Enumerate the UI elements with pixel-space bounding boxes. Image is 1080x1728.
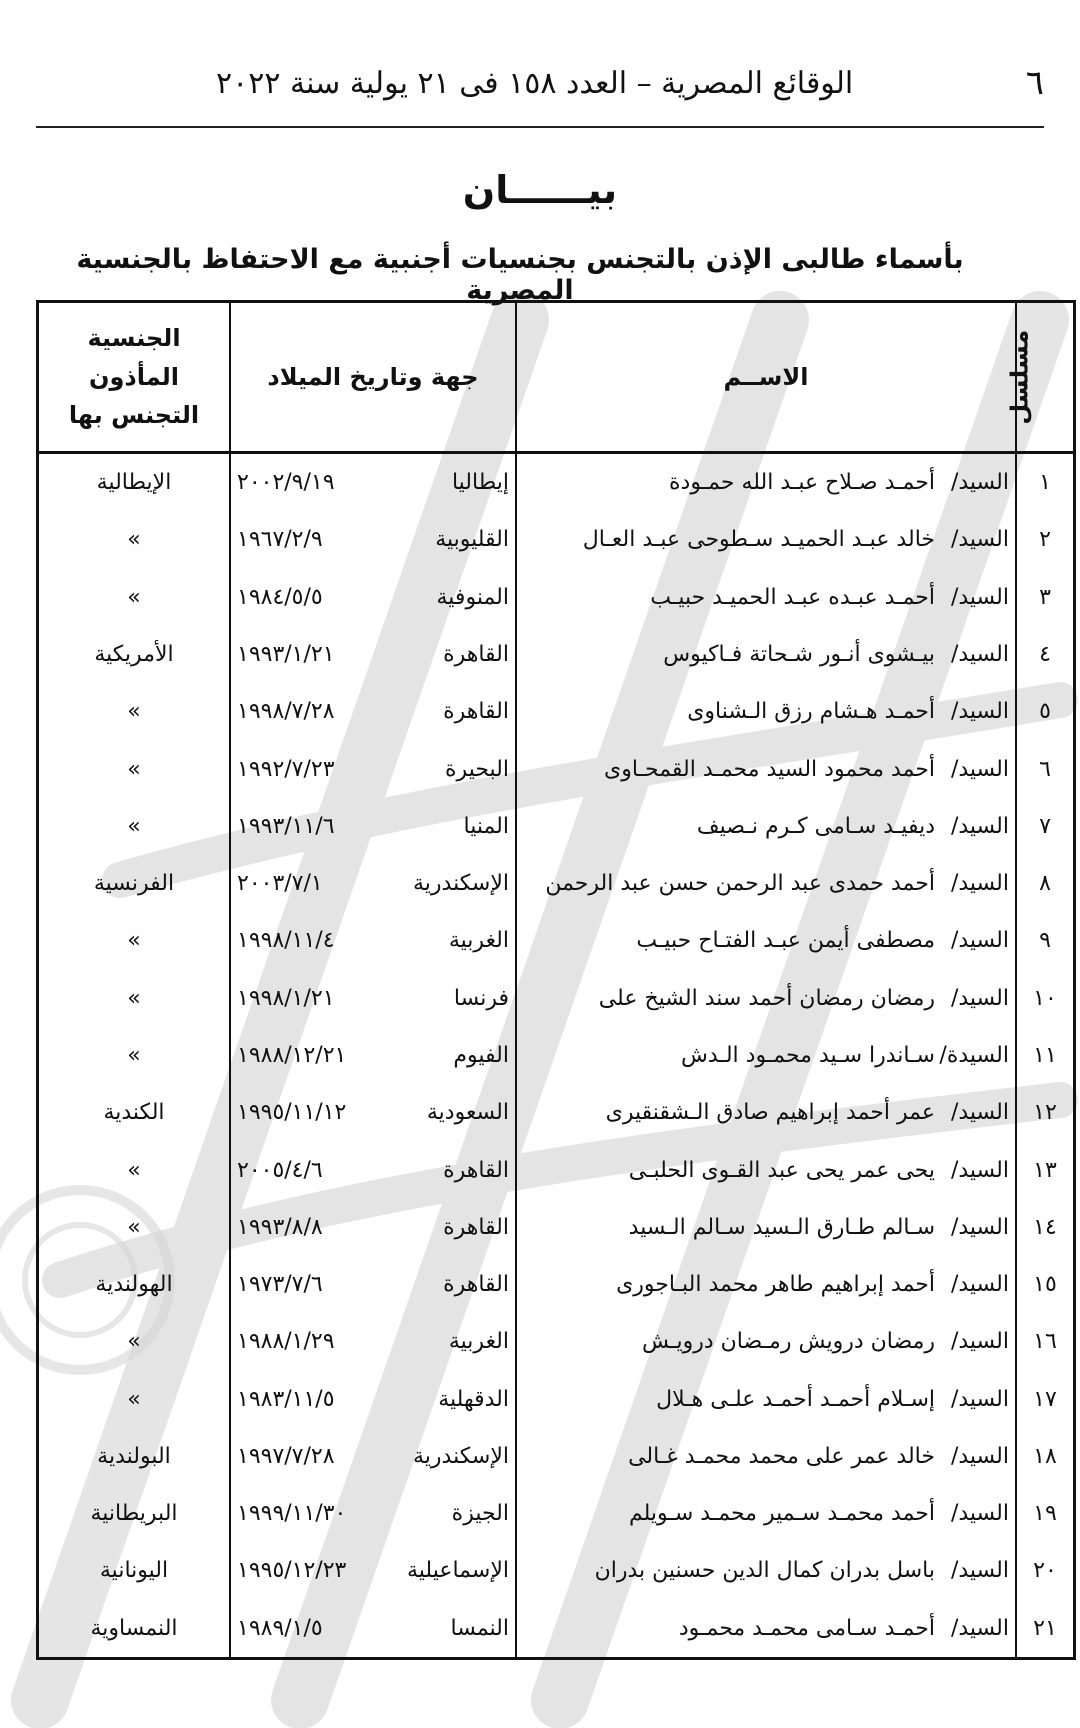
row-serial: ١١ — [1016, 1027, 1075, 1084]
table-row — [38, 511, 1075, 568]
row-person-name: سـالم طـارق الـسيد سـالم الـسيد — [628, 1214, 935, 1240]
table-body — [38, 453, 1075, 1659]
row-name-cell — [516, 1428, 1016, 1485]
row-birth-cell — [230, 1371, 516, 1428]
row-birth-cell — [230, 1027, 516, 1084]
table-row — [38, 912, 1075, 969]
row-birth-cell — [230, 970, 516, 1027]
row-serial: ١٥ — [1016, 1256, 1075, 1313]
row-birth-date: ١٩٩٩/١١/٣٠ — [237, 1501, 347, 1527]
row-birth-date: ١٩٧٣/٧/٦ — [237, 1272, 323, 1298]
row-birth-place: فرنسا — [453, 985, 509, 1011]
row-birth-date: ١٩٩٨/١١/٤ — [237, 928, 335, 954]
document-title: بيــــــان — [462, 168, 618, 212]
row-nationality: الكندية — [38, 1084, 231, 1141]
row-birth-cell — [230, 798, 516, 855]
row-nationality: » — [38, 740, 231, 797]
row-serial: ٩ — [1016, 912, 1075, 969]
running-title: الوقائع المصرية – العدد ١٥٨ فى ٢١ يولية سنة ٢٠٢٢ — [216, 65, 854, 101]
row-birth-place: الغربية — [448, 1329, 509, 1355]
row-nationality: النمساوية — [38, 1600, 231, 1659]
row-nationality: » — [38, 1371, 231, 1428]
row-person-name: أحمد إبراهيم طاهر محمد البـاجورى — [616, 1272, 935, 1298]
row-person-name: أحمد حمدى عبد الرحمن حسن عبد الرحمن — [545, 871, 935, 897]
row-honorific: السيد/ — [950, 699, 1009, 725]
row-birth-date: ٢٠٠٣/٧/١ — [237, 871, 323, 897]
row-person-name: إسـلام أحمـد أحمـد علـى هـلال — [656, 1386, 935, 1412]
row-serial: ٢٠ — [1016, 1542, 1075, 1599]
row-honorific: السيد/ — [950, 1501, 1009, 1527]
table-row — [38, 1371, 1075, 1428]
row-birth-cell — [230, 1141, 516, 1198]
table-row — [38, 798, 1075, 855]
row-birth-place: النمسا — [450, 1615, 509, 1641]
row-birth-place: القليوبية — [435, 527, 509, 553]
applicants-table — [36, 300, 1076, 1660]
row-birth-place: الجيزة — [451, 1501, 509, 1527]
row-nationality: البريطانية — [38, 1485, 231, 1542]
row-birth-place: القاهرة — [443, 1157, 509, 1183]
row-serial: ١٨ — [1016, 1428, 1075, 1485]
row-honorific: السيد/ — [950, 928, 1009, 954]
table-row — [38, 1542, 1075, 1599]
row-name-cell — [516, 683, 1016, 740]
row-birth-cell — [230, 1600, 516, 1659]
row-serial: ٥ — [1016, 683, 1075, 740]
row-honorific: السيد/ — [950, 527, 1009, 553]
row-honorific: السيد/ — [950, 1386, 1009, 1412]
row-name-cell — [516, 1027, 1016, 1084]
row-birth-date: ١٩٩٣/٨/٨ — [237, 1214, 323, 1240]
row-person-name: أحمـد عبـده عبـد الحميـد حبيـب — [650, 584, 935, 610]
row-person-name: عمر أحمد إبراهيم صادق الـشقنقيرى — [605, 1100, 935, 1126]
row-person-name: خالد عبـد الحميـد سـطوحى عبـد العـال — [582, 527, 935, 553]
table-row — [38, 1084, 1075, 1141]
row-nationality: الإيطالية — [38, 453, 231, 512]
row-person-name: أحمـد سـامى محمـد محمـود — [678, 1615, 935, 1641]
row-person-name: أحمد محمود السيد محمـد القمحـاوى — [604, 756, 935, 782]
row-birth-cell — [230, 1542, 516, 1599]
row-birth-date: ١٩٩٥/١١/١٢ — [237, 1100, 347, 1126]
row-honorific: السيد/ — [950, 470, 1009, 496]
row-birth-date: ٢٠٠٢/٩/١٩ — [237, 470, 335, 496]
row-honorific: السيدة/ — [939, 1042, 1009, 1068]
row-serial: ٢١ — [1016, 1600, 1075, 1659]
row-name-cell — [516, 1600, 1016, 1659]
row-serial: ٣ — [1016, 569, 1075, 626]
table-row — [38, 1313, 1075, 1370]
row-person-name: أحمـد هـشام رزق الـشناوى — [687, 699, 935, 725]
row-name-cell — [516, 970, 1016, 1027]
table-row — [38, 1256, 1075, 1313]
row-person-name: أحمـد صـلاح عبـد الله حمـودة — [669, 470, 935, 496]
row-birth-place: الفيوم — [453, 1042, 509, 1068]
row-nationality: » — [38, 569, 231, 626]
row-nationality: البولندية — [38, 1428, 231, 1485]
row-name-cell — [516, 1485, 1016, 1542]
row-birth-date: ١٩٩٨/٧/٢٨ — [237, 699, 335, 725]
row-birth-cell — [230, 1313, 516, 1370]
table-row — [38, 453, 1075, 512]
row-person-name: مصطفى أيمن عبـد الفتـاح حبيـب — [636, 928, 935, 954]
row-serial: ٦ — [1016, 740, 1075, 797]
row-serial: ١٦ — [1016, 1313, 1075, 1370]
row-name-cell — [516, 569, 1016, 626]
row-birth-date: ١٩٩٣/١/٢١ — [237, 641, 335, 667]
row-birth-place: القاهرة — [443, 1214, 509, 1240]
row-birth-cell — [230, 1199, 516, 1256]
row-name-cell — [516, 912, 1016, 969]
row-birth-place: السعودية — [426, 1100, 509, 1126]
row-birth-date: ١٩٩٢/٧/٢٣ — [237, 756, 335, 782]
row-person-name: ديفيـد سـامى كـرم نـصيف — [696, 813, 935, 839]
row-honorific: السيد/ — [950, 813, 1009, 839]
row-birth-cell — [230, 740, 516, 797]
table-row — [38, 1141, 1075, 1198]
row-birth-cell — [230, 1428, 516, 1485]
table-header-row — [38, 302, 1075, 453]
row-serial: ٧ — [1016, 798, 1075, 855]
row-birth-cell — [230, 855, 516, 912]
row-birth-place: الإسكندرية — [413, 871, 509, 897]
row-nationality: » — [38, 511, 231, 568]
row-birth-place: القاهرة — [443, 699, 509, 725]
row-person-name: رمضان رمضان أحمد سند الشيخ على — [598, 985, 935, 1011]
row-name-cell — [516, 1141, 1016, 1198]
document-subtitle: بأسماء طالبى الإذن بالتجنس بجنسيات أجنبية مع الاحتفاظ بالجنسية المصرية — [76, 244, 964, 306]
row-name-cell — [516, 1199, 1016, 1256]
row-person-name: سـاندرا سـيد محمـود الـدش — [680, 1042, 935, 1068]
row-person-name: يحى عمر يحى عبد القـوى الحلبـى — [628, 1157, 935, 1183]
row-birth-place: المنوفية — [436, 584, 509, 610]
row-birth-cell — [230, 683, 516, 740]
table-row — [38, 569, 1075, 626]
row-birth-place: الإسماعيلية — [407, 1558, 509, 1584]
page-header — [36, 40, 1044, 128]
row-honorific: السيد/ — [950, 584, 1009, 610]
table-row — [38, 683, 1075, 740]
row-honorific: السيد/ — [950, 871, 1009, 897]
table-row — [38, 740, 1075, 797]
row-honorific: السيد/ — [950, 1443, 1009, 1469]
row-nationality: » — [38, 1199, 231, 1256]
row-birth-place: الغربية — [448, 928, 509, 954]
row-honorific: السيد/ — [950, 1329, 1009, 1355]
row-name-cell — [516, 1084, 1016, 1141]
row-name-cell — [516, 798, 1016, 855]
row-birth-date: ٢٠٠٥/٤/٦ — [237, 1157, 323, 1183]
row-person-name: رمضان درويش رمـضان درويـش — [642, 1329, 935, 1355]
row-honorific: السيد/ — [950, 756, 1009, 782]
row-serial: ٢ — [1016, 511, 1075, 568]
row-serial: ١ — [1016, 453, 1075, 512]
row-name-cell — [516, 855, 1016, 912]
row-serial: ٤ — [1016, 626, 1075, 683]
row-birth-place: البحيرة — [445, 756, 509, 782]
table-row — [38, 1485, 1075, 1542]
row-honorific: السيد/ — [950, 1615, 1009, 1641]
row-honorific: السيد/ — [950, 985, 1009, 1011]
row-birth-date: ١٩٩٧/٧/٢٨ — [237, 1443, 335, 1469]
row-birth-date: ١٩٩٣/١١/٦ — [237, 813, 335, 839]
row-nationality: » — [38, 1027, 231, 1084]
table-row — [38, 1199, 1075, 1256]
header-birth: جهة وتاريخ الميلاد — [230, 302, 516, 453]
row-birth-cell — [230, 1485, 516, 1542]
row-serial: ١٣ — [1016, 1141, 1075, 1198]
row-name-cell — [516, 626, 1016, 683]
row-serial: ١٧ — [1016, 1371, 1075, 1428]
table-row — [38, 970, 1075, 1027]
row-name-cell — [516, 740, 1016, 797]
row-birth-place: إيطاليا — [451, 470, 509, 496]
row-nationality: الأمريكية — [38, 626, 231, 683]
row-honorific: السيد/ — [950, 1558, 1009, 1584]
row-nationality: اليونانية — [38, 1542, 231, 1599]
table-row — [38, 1027, 1075, 1084]
row-birth-date: ١٩٦٧/٢/٩ — [237, 527, 323, 553]
row-birth-date: ١٩٨٣/١١/٥ — [237, 1386, 335, 1412]
header-name: الاســم — [516, 302, 1016, 453]
row-person-name: خالد عمر على محمد محمـد غـالى — [628, 1443, 935, 1469]
row-nationality: » — [38, 798, 231, 855]
row-birth-cell — [230, 511, 516, 568]
row-serial: ١٠ — [1016, 970, 1075, 1027]
header-serial: مسلسل — [1016, 302, 1075, 453]
row-nationality: الهولندية — [38, 1256, 231, 1313]
row-honorific: السيد/ — [950, 1272, 1009, 1298]
row-birth-date: ١٩٨٨/١/٢٩ — [237, 1329, 335, 1355]
row-birth-place: القاهرة — [443, 1272, 509, 1298]
row-name-cell — [516, 1371, 1016, 1428]
row-person-name: باسل بدران كمال الدين حسنين بدران — [594, 1558, 935, 1584]
row-honorific: السيد/ — [950, 641, 1009, 667]
row-nationality: » — [38, 970, 231, 1027]
row-birth-cell — [230, 1256, 516, 1313]
table-row — [38, 1428, 1075, 1485]
row-serial: ٨ — [1016, 855, 1075, 912]
row-birth-cell — [230, 1084, 516, 1141]
row-birth-place: القاهرة — [443, 641, 509, 667]
table-row — [38, 626, 1075, 683]
row-birth-cell — [230, 453, 516, 512]
row-serial: ١٢ — [1016, 1084, 1075, 1141]
row-birth-date: ١٩٩٥/١٢/٢٣ — [237, 1558, 347, 1584]
row-nationality: » — [38, 1313, 231, 1370]
row-name-cell — [516, 1542, 1016, 1599]
row-honorific: السيد/ — [950, 1100, 1009, 1126]
row-nationality: الفرنسية — [38, 855, 231, 912]
row-birth-date: ١٩٨٤/٥/٥ — [237, 584, 323, 610]
row-nationality: » — [38, 1141, 231, 1198]
header-nationality: الجنسية المأذون التجنس بها — [38, 302, 231, 453]
row-name-cell — [516, 511, 1016, 568]
row-serial: ١٤ — [1016, 1199, 1075, 1256]
row-birth-place: المنيا — [463, 813, 509, 839]
row-birth-date: ١٩٩٨/١/٢١ — [237, 985, 335, 1011]
row-nationality: » — [38, 683, 231, 740]
row-birth-cell — [230, 569, 516, 626]
row-birth-place: الإسكندرية — [413, 1443, 509, 1469]
row-serial: ١٩ — [1016, 1485, 1075, 1542]
row-birth-date: ١٩٨٩/١/٥ — [237, 1615, 323, 1641]
row-birth-date: ١٩٨٨/١٢/٢١ — [237, 1042, 347, 1068]
row-person-name: بيـشوى أنـور شـحاتة فـاكيوس — [663, 641, 935, 667]
row-honorific: السيد/ — [950, 1214, 1009, 1240]
row-birth-cell — [230, 912, 516, 969]
row-name-cell — [516, 453, 1016, 512]
row-honorific: السيد/ — [950, 1157, 1009, 1183]
table-row — [38, 1600, 1075, 1659]
row-name-cell — [516, 1313, 1016, 1370]
row-birth-cell — [230, 626, 516, 683]
table-row — [38, 855, 1075, 912]
row-nationality: » — [38, 912, 231, 969]
page-number: ٦ — [1025, 63, 1044, 103]
row-birth-place: الدقهلية — [438, 1386, 509, 1412]
row-person-name: أحمد محمـد سـمير محمـد سـويلم — [628, 1501, 935, 1527]
row-name-cell — [516, 1256, 1016, 1313]
